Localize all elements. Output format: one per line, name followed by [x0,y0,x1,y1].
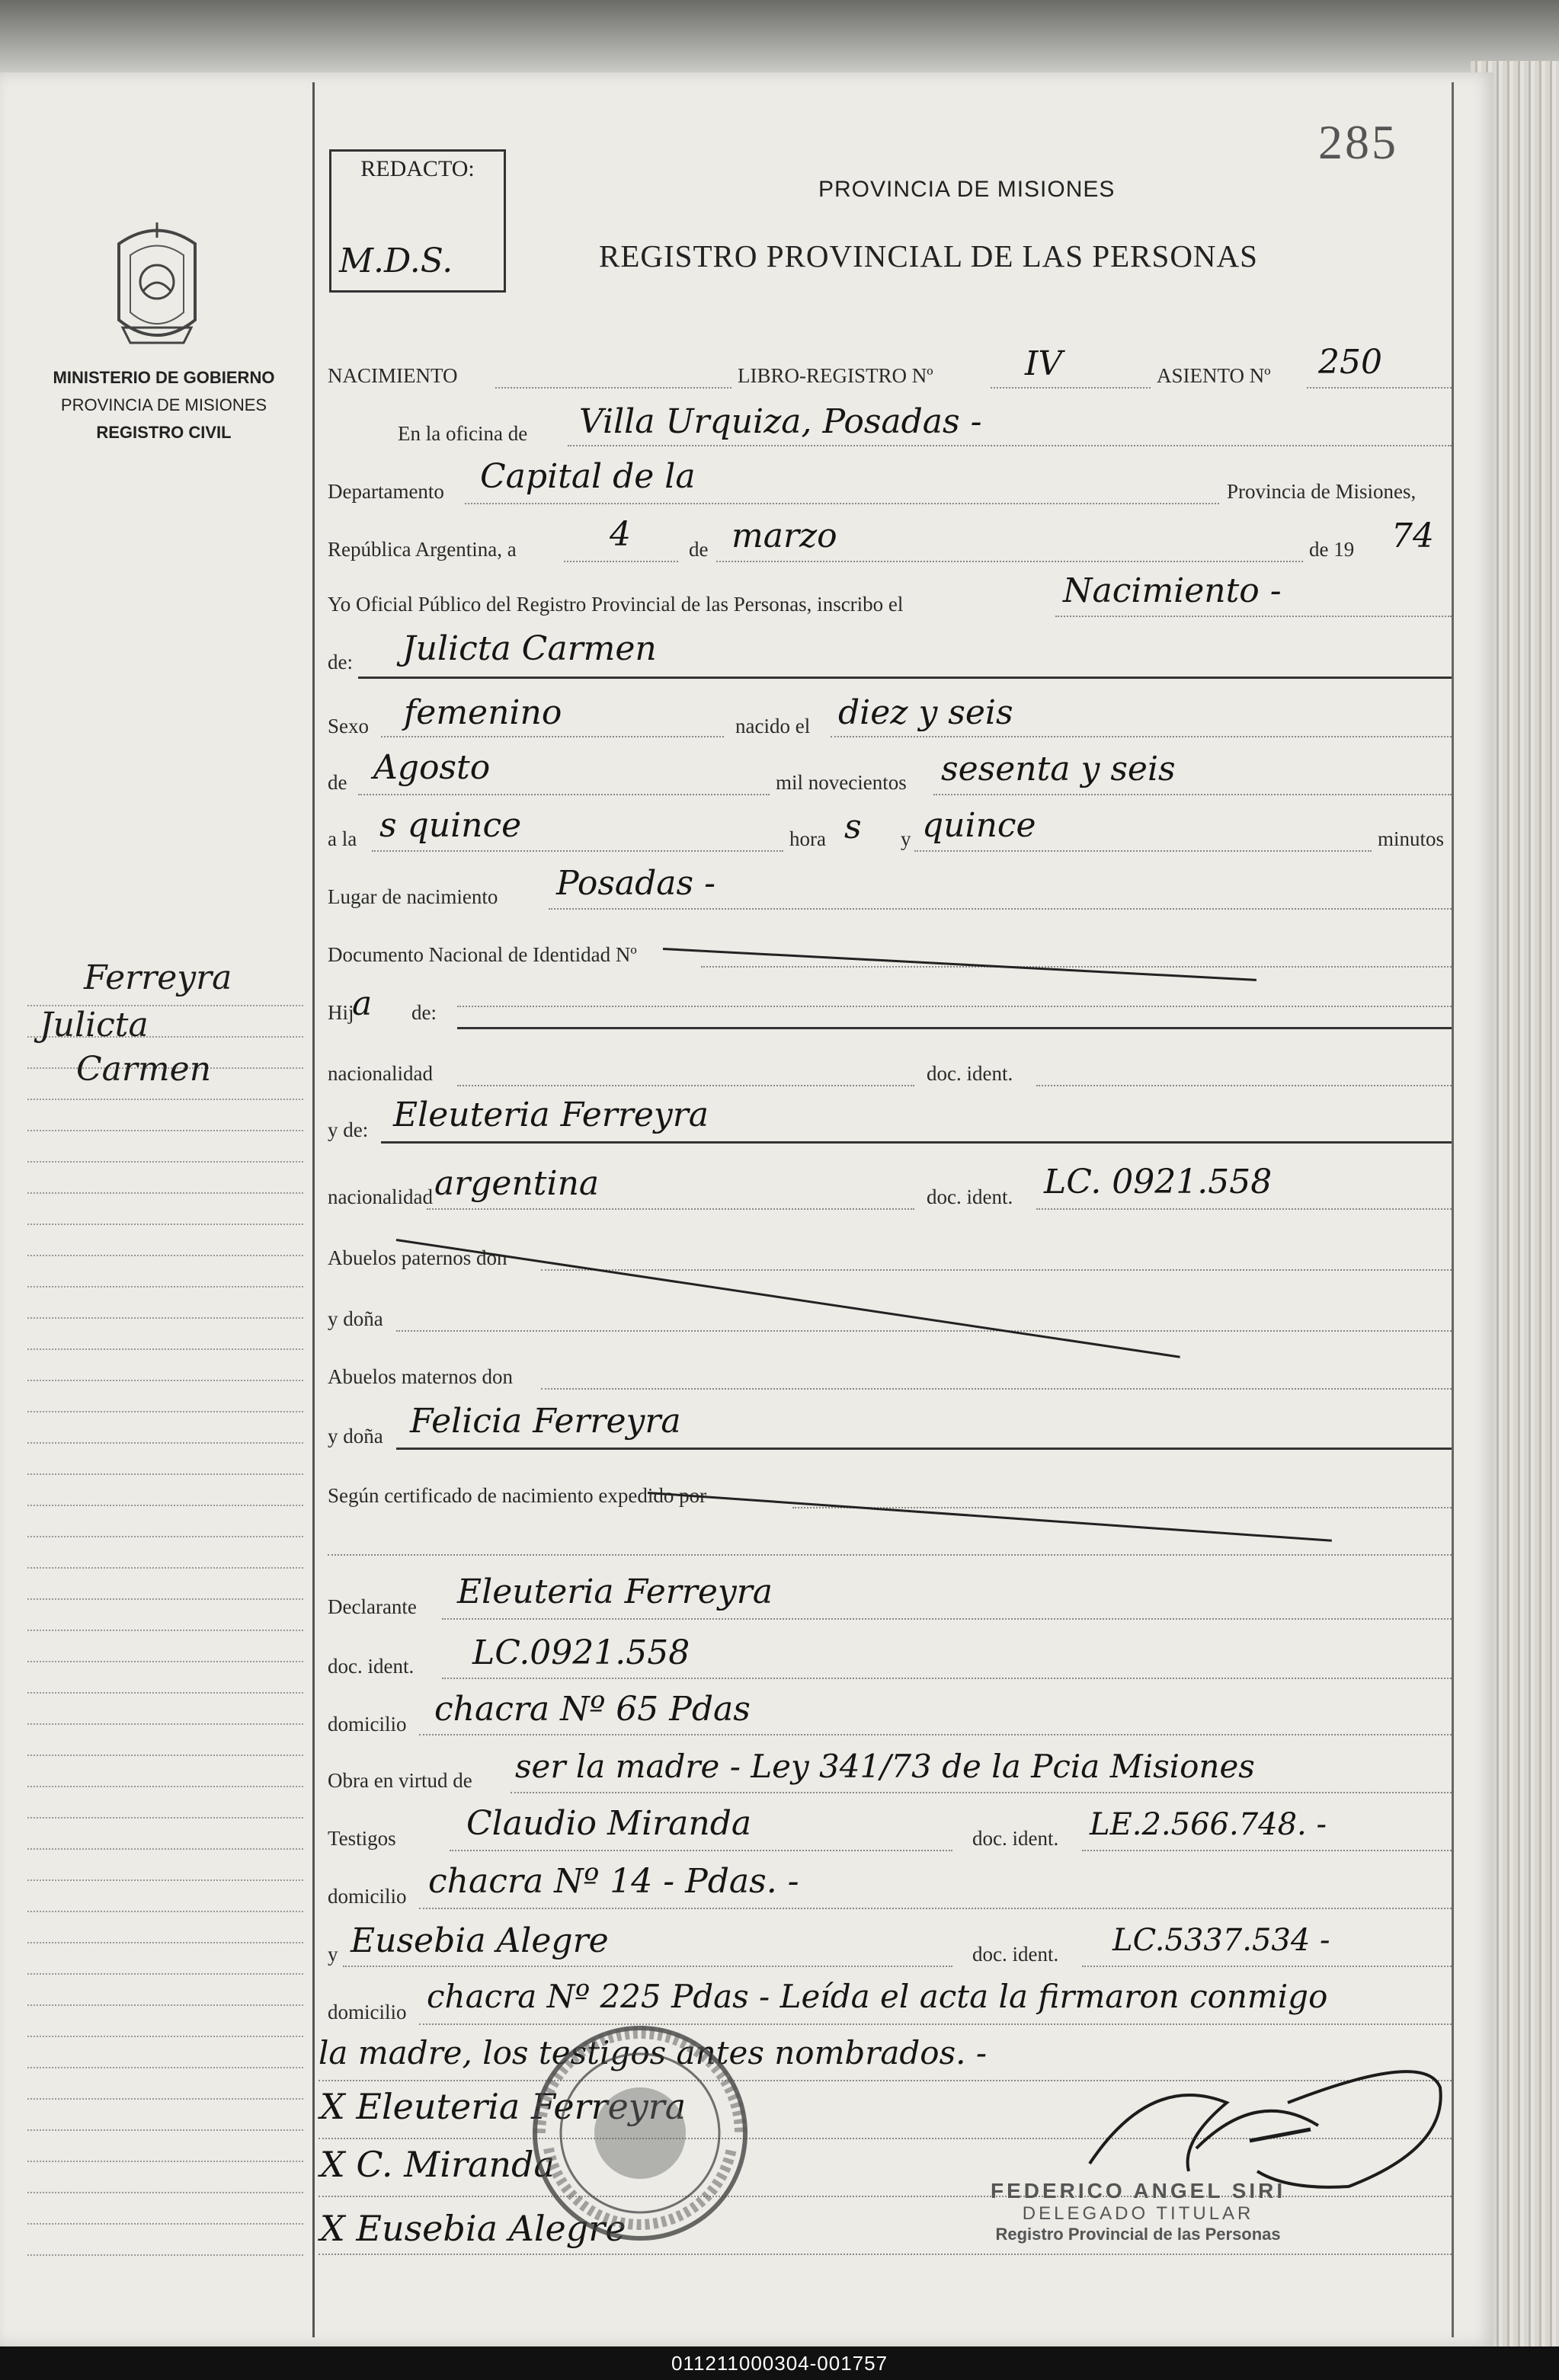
testigos-label: Testigos [328,1827,396,1850]
libro-label: LIBRO-REGISTRO Nº [738,364,933,387]
month-value: marzo [731,517,837,555]
republica-label: República Argentina, a [328,538,517,561]
abuelos-maternos-label: Abuelos maternos don [328,1365,513,1388]
lugar-label: Lugar de nacimiento [328,885,498,908]
oficial-label: Yo Oficial Público del Registro Provincial de las Personas, inscribo el [328,593,904,616]
hijo-label: Hij [328,1001,354,1024]
docident-2-label: doc. ident. [927,1185,1013,1208]
ydona-1-label: y doña [328,1307,383,1330]
nacido-label: nacido el [735,715,811,737]
registry-title: REGISTRO PROVINCIAL DE LAS PERSONAS [599,238,1258,274]
docident-1-label: doc. ident. [927,1062,1013,1085]
inscribo-value: Nacimiento - [1063,571,1282,610]
yde-label: y de: [328,1118,369,1141]
docident-4-label: doc. ident. [972,1827,1059,1850]
domicilio-2-label: domicilio [328,1885,407,1908]
nacido-value: diez y seis [838,693,1013,732]
ala-label: a la [328,827,357,850]
nacionalidad-2-label: nacionalidad [328,1185,433,1208]
official-round-stamp-icon [526,2019,754,2247]
dni-label: Documento Nacional de Identidad Nº [328,943,637,966]
province-seal-icon [104,221,210,350]
abuelos-paternos-label: Abuelos paternos don [328,1246,507,1269]
margin-lines [27,975,303,2256]
page-number: 285 [1318,115,1398,169]
obra-value: ser la madre - Ley 341/73 de la Pcia Misiones [515,1748,1255,1785]
libro-value: IV [1025,344,1063,383]
birth-month-value: Agosto [373,748,491,787]
margin-middlename: Carmen [76,1050,212,1089]
depto-label: Departamento [328,480,444,503]
de-month-label: de [328,771,347,794]
day-value: 4 [610,515,631,554]
asiento-value: 250 [1318,343,1382,382]
y-label: y [901,827,911,850]
margin-divider [312,82,315,2337]
y-testigo-label: y [328,1943,338,1966]
scan-background [0,0,1559,76]
minutes-value: quince [922,806,1036,845]
ministry-civil: REGISTRO CIVIL [96,423,232,442]
province-title: PROVINCIA DE MISIONES [818,177,1116,202]
de-parents-label: de: [411,1001,437,1024]
nacionalidad-2-value: argentina [434,1164,600,1203]
lugar-value: Posadas - [556,864,715,903]
abuela-materna-value: Felicia Ferreyra [410,1402,681,1441]
obra-label: Obra en virtud de [328,1769,472,1792]
record-type: NACIMIENTO [328,364,458,387]
continuation-value: la madre, los testigos antes nombrados. - [319,2034,988,2071]
redacto-value: M.D.S. [339,242,453,280]
testigo-2-value: Eusebia Alegre [351,1921,609,1960]
de-label: de [689,538,709,561]
sexo-label: Sexo [328,715,369,737]
mother-name-value: Eleuteria Ferreyra [393,1096,709,1134]
testigo-1-value: Claudio Miranda [466,1804,752,1843]
child-name-value: Julicta Carmen [402,629,657,668]
declarante-label: Declarante [328,1595,417,1618]
asiento-label: ASIENTO Nº [1157,364,1271,387]
mil-value: sesenta y seis [941,750,1176,789]
de-name-label: de: [328,651,353,673]
minutos-label: minutos [1378,827,1445,850]
hora-value: s quince [379,806,522,845]
docident-4-value: LE.2.566.748. - [1090,1807,1327,1842]
official-name-stamp [991,2179,1285,2244]
oficina-label: En la oficina de [398,422,528,445]
ydona-2-label: y doña [328,1425,383,1448]
ministry-name: MINISTERIO DE GOBIERNO [53,368,275,387]
domicilio-1-value: chacra Nº 65 Pdas [434,1690,751,1729]
signature-witness-1: X C. Miranda [320,2144,555,2185]
docident-2-value: LC. 0921.558 [1044,1163,1272,1201]
ministry-province: PROVINCIA DE MISIONES [60,395,267,414]
declarante-value: Eleuteria Ferreyra [457,1572,773,1611]
hijo-suffix: a [352,984,373,1023]
official-registry: Registro Provincial de las Personas [995,2225,1281,2244]
year-label: de 19 [1309,538,1355,561]
official-name: FEDERICO ANGEL SIRI [991,2179,1286,2202]
margin-surname: Ferreyra [84,958,232,997]
oficina-value: Villa Urquiza, Posadas - [579,402,982,441]
hora-suffix: s [844,808,862,846]
year-value: 74 [1391,517,1434,555]
right-border [1452,82,1454,2337]
mil-label: mil novecientos [776,771,907,794]
docident-3-value: LC.0921.558 [472,1633,690,1672]
domicilio-3-value: chacra Nº 225 Pdas - Leída el acta la firmaron conmigo [427,1978,1328,2015]
redacto-box [329,149,506,293]
segun-label: Según certificado de nacimiento expedido por [328,1484,707,1507]
docident-5-value: LC.5337.534 - [1112,1923,1330,1958]
official-signature-icon [1059,2057,1455,2194]
docident-5-label: doc. ident. [972,1943,1059,1966]
footer-code: 011211000304-001757 [0,2346,1559,2380]
docident-3-label: doc. ident. [328,1655,415,1678]
domicilio-3-label: domicilio [328,2001,407,2023]
domicilio-2-value: chacra Nº 14 - Pdas. - [428,1862,799,1901]
ministry-block [30,364,297,446]
provincia-label: Provincia de Misiones, [1227,480,1417,503]
margin-firstname: Julicta [40,1006,149,1044]
domicilio-1-label: domicilio [328,1713,407,1735]
signature-mother: X Eleuteria Ferreyra [320,2086,687,2127]
redacto-label: REDACTO: [360,156,475,181]
signature-witness-2: X Eusebia Alegre [320,2208,626,2249]
depto-value: Capital de la [480,457,696,496]
sexo-value: femenino [404,693,562,732]
official-title: DELEGADO TITULAR [1022,2203,1254,2224]
hora-label: hora [789,827,826,850]
nacionalidad-1-label: nacionalidad [328,1062,433,1085]
